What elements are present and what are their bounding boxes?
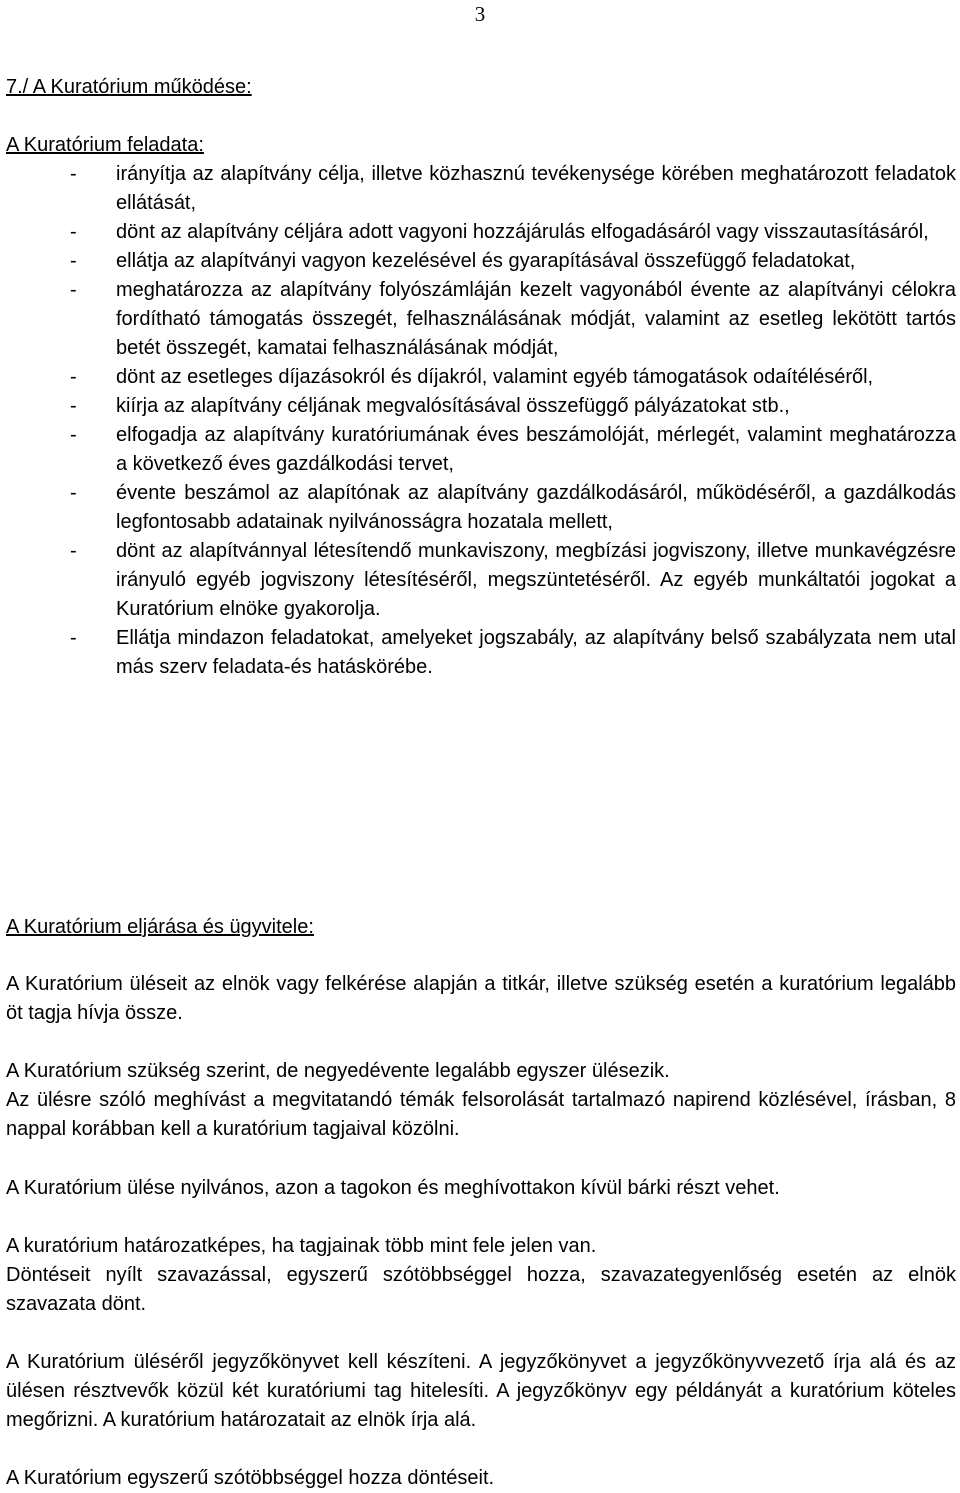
list-item (70, 421, 956, 479)
list-item-text: Ellátja mindazon feladatokat, amelyeket jogszabály, az alapítvány belső szabályzata nem utal más szerv feladata-és hatáskörébe. (116, 627, 956, 678)
list-item-text: elfogadja az alapítvány kuratóriumának éves beszámolóját, mérlegét, valamint meghatározza a következő éves gazdálkodási tervet, (116, 424, 956, 475)
list-item-text: dönt az alapítvány céljára adott vagyoni hozzájárulás elfogadásáról vagy visszautasításáról, (116, 221, 929, 243)
list-item (70, 537, 956, 624)
dash-bullet: - (70, 279, 77, 301)
list-item (70, 392, 956, 421)
paragraph-minutes: A Kuratórium üléséről jegyzőkönyvet kell készíteni. A jegyzőkönyvet a jegyzőkönyvvezető írja alá és az ülésen résztvevők közül két kuratóriumi tag hitelesíti. A jegyzőkönyv egy példányát a kuratórium köteles megőrizni. A kuratórium határozatait az elnök írja alá. (6, 1351, 956, 1431)
paragraph-invitation: Az ülésre szóló meghívást a megvitatandó témák felsorolását tartalmazó napirend közlésével, írásban, 8 nappal korábban kell a kuratórium tagjaival közölni. (6, 1089, 956, 1140)
paragraph-convening: A Kuratórium üléseit az elnök vagy felkérése alapján a titkár, illetve szükség esetén a kuratórium legalább öt tagja hívja össze. (6, 973, 956, 1024)
dash-bullet: - (70, 250, 77, 272)
subheading-feladata: A Kuratórium feladata: (6, 134, 204, 156)
paragraph-decisions: A Kuratórium egyszerű szótöbbséggel hozza döntéseit. (6, 1467, 495, 1489)
dash-bullet: - (70, 366, 77, 388)
list-item (70, 247, 956, 276)
paragraph-frequency: A Kuratórium szükség szerint, de negyedévente legalább egyszer ülésezik. (6, 1060, 670, 1082)
paragraph-public-meeting: A Kuratórium ülése nyilvános, azon a tagokon és meghívottakon kívül bárki részt vehet. (6, 1177, 780, 1199)
list-item (70, 363, 956, 392)
dash-bullet: - (70, 163, 77, 185)
list-item (70, 479, 956, 537)
list-item (70, 624, 956, 682)
dash-bullet: - (70, 627, 77, 649)
list-item-text: dönt az esetleges díjazásokról és díjakról, valamint egyéb támogatások odaítéléséről, (116, 366, 874, 388)
list-item (70, 160, 956, 218)
dash-bullet: - (70, 424, 77, 446)
dash-bullet: - (70, 482, 77, 504)
list-item (70, 218, 956, 247)
paragraph-voting: Döntéseit nyílt szavazással, egyszerű szótöbbséggel hozza, szavazategyenlőség esetén az elnök szavazata dönt. (6, 1264, 956, 1315)
section-heading: 7./ A Kuratórium működése: (6, 76, 252, 98)
list-item-text: évente beszámol az alapítónak az alapítvány gazdálkodásáról, működéséről, a gazdálkodás legfontosabb adatainak nyilvánosságra hozatala mellett, (116, 482, 956, 533)
list-item-text: kiírja az alapítvány céljának megvalósításával összefüggő pályázatokat stb., (116, 395, 790, 417)
dash-bullet: - (70, 540, 77, 562)
list-item-text: ellátja az alapítványi vagyon kezelésével és gyarapításával összefüggő feladatokat, (116, 250, 856, 272)
page-number: 3 (474, 2, 486, 26)
list-item-text: irányítja az alapítvány célja, illetve közhasznú tevékenysége körében meghatározott feladatok ellátását, (116, 163, 956, 214)
duties-list (70, 160, 956, 682)
list-item (70, 276, 956, 363)
dash-bullet: - (70, 221, 77, 243)
list-item-text: dönt az alapítvánnyal létesítendő munkaviszony, megbízási jogviszony, illetve munkavégzésre irányuló egyéb jogviszony létesítéséről, megszüntetéséről. Az egyéb munkáltatói jogokat a Kuratórium elnöke gyakorolja. (116, 540, 956, 620)
dash-bullet: - (70, 395, 77, 417)
paragraph-quorum: A kuratórium határozatképes, ha tagjainak több mint fele jelen van. (6, 1235, 597, 1257)
subheading-eljarasa: A Kuratórium eljárása és ügyvitele: (6, 916, 314, 938)
list-item-text: meghatározza az alapítvány folyószámláján kezelt vagyonából évente az alapítványi célokra fordítható támogatás összegét, felhasználásának módját, valamint az esetleg lekötött tartós betét összegét, kamatai felhasználásának módját, (116, 279, 956, 359)
